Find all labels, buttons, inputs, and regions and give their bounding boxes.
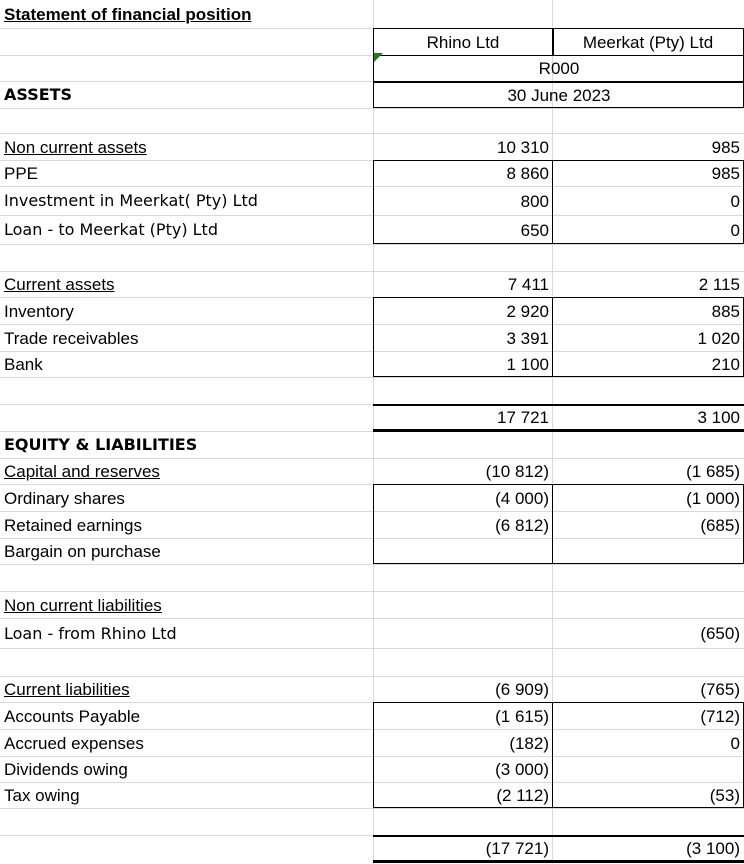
value-meerkat: (1 000) bbox=[686, 488, 740, 508]
value-rhino: 7 411 bbox=[507, 275, 549, 294]
label-accounts-payable: Accounts Payable bbox=[4, 706, 141, 726]
total-assets-rhino: 17 721 bbox=[497, 408, 549, 427]
value-meerkat: 210 bbox=[711, 355, 740, 374]
label-loan-from: Loan - from Rhino Ltd bbox=[4, 623, 177, 643]
value-rhino: (3 000) bbox=[495, 760, 549, 779]
section-heading-equity-liabilities: EQUITY & LIABILITIES bbox=[4, 435, 198, 454]
value-rhino: 800 bbox=[520, 191, 549, 211]
unit-label: R000 bbox=[538, 59, 580, 78]
value-rhino: 3 391 bbox=[506, 328, 549, 348]
value-meerkat: 0 bbox=[730, 220, 740, 240]
label-ppe: PPE bbox=[4, 164, 39, 183]
value-meerkat: (712) bbox=[700, 706, 740, 726]
label-non-current-liabilities: Non current liabilities bbox=[4, 595, 162, 615]
value-meerkat: 885 bbox=[711, 301, 740, 321]
label-bargain-on-purchase: Bargain on purchase bbox=[4, 542, 161, 561]
value-meerkat: (650) bbox=[700, 624, 740, 643]
label-inventory: Inventory bbox=[4, 301, 74, 321]
value-meerkat: 0 bbox=[730, 191, 740, 211]
value-rhino: 8 860 bbox=[506, 164, 549, 183]
column-header-rhino: Rhino Ltd bbox=[426, 32, 500, 52]
value-rhino: (10 812) bbox=[485, 462, 549, 481]
label-capital-reserves: Capital and reserves bbox=[4, 462, 160, 481]
value-rhino: (6 909) bbox=[495, 680, 549, 699]
value-meerkat: 1 020 bbox=[697, 328, 740, 348]
value-meerkat: 2 115 bbox=[698, 275, 740, 294]
label-retained-earnings: Retained earnings bbox=[4, 515, 142, 535]
value-meerkat: 985 bbox=[711, 164, 740, 183]
label-non-current-assets: Non current assets bbox=[4, 137, 147, 157]
value-rhino: (1 615) bbox=[495, 706, 549, 726]
value-rhino: (2 112) bbox=[496, 786, 549, 805]
value-meerkat: (685) bbox=[700, 515, 740, 535]
value-rhino: 650 bbox=[520, 220, 549, 240]
value-meerkat: (1 685) bbox=[686, 462, 740, 481]
label-current-liabilities: Current liabilities bbox=[4, 680, 130, 699]
total-assets-meerkat: 3 100 bbox=[697, 408, 740, 427]
statement-date: 30 June 2023 bbox=[507, 85, 611, 105]
total-equity-liabilities-meerkat: (3 100) bbox=[686, 839, 740, 858]
label-bank: Bank bbox=[4, 355, 43, 374]
label-dividends-owing: Dividends owing bbox=[4, 760, 128, 779]
total-equity-liabilities-rhino: (17 721) bbox=[485, 839, 549, 858]
value-meerkat: 985 bbox=[711, 137, 740, 157]
value-meerkat: (53) bbox=[709, 786, 740, 805]
label-tax-owing: Tax owing bbox=[4, 786, 80, 805]
value-rhino: 1 100 bbox=[506, 355, 549, 374]
value-rhino: (6 812) bbox=[495, 515, 549, 535]
column-header-meerkat: Meerkat (Pty) Ltd bbox=[582, 32, 714, 52]
value-rhino: (4 000) bbox=[495, 488, 549, 508]
value-rhino: 10 310 bbox=[497, 137, 549, 157]
label-trade-receivables: Trade receivables bbox=[4, 328, 139, 348]
value-rhino: (182) bbox=[509, 733, 549, 753]
label-investment: Investment in Meerkat( Pty) Ltd bbox=[4, 191, 258, 210]
value-meerkat: 0 bbox=[730, 733, 740, 753]
label-current-assets: Current assets bbox=[4, 275, 115, 294]
section-heading-assets: ASSETS bbox=[4, 85, 73, 104]
label-ordinary-shares: Ordinary shares bbox=[4, 488, 125, 508]
label-accrued-expenses: Accrued expenses bbox=[4, 733, 144, 753]
label-loan-to: Loan - to Meerkat (Pty) Ltd bbox=[4, 220, 218, 239]
page-title: Statement of financial position bbox=[4, 5, 252, 24]
value-meerkat: (765) bbox=[700, 680, 740, 699]
value-rhino: 2 920 bbox=[506, 301, 549, 321]
